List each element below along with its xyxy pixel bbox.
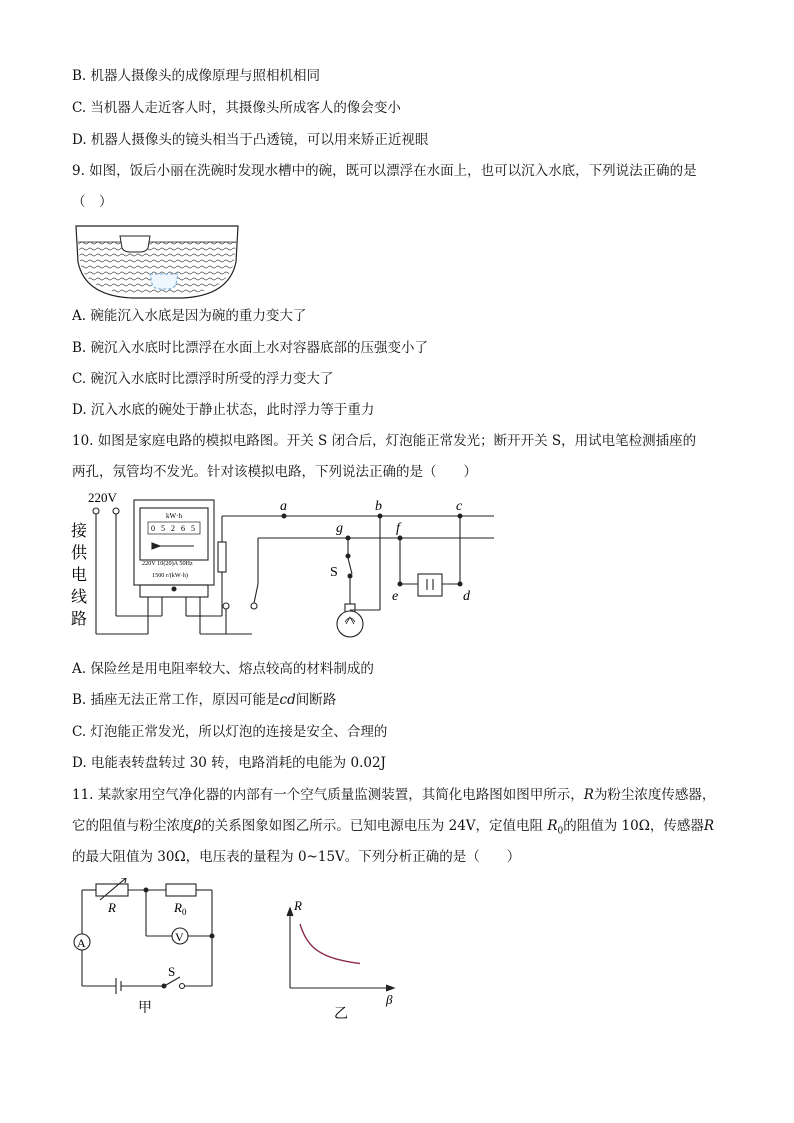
- point-a: a: [280, 499, 287, 514]
- point-c: c: [456, 499, 463, 514]
- home-circuit-diagram: [62, 486, 502, 654]
- q9-option-b: B. 碗沉入水底时比漂浮在水面上水对容器底部的压强变小了: [72, 340, 429, 356]
- bowl-in-sink-figure: [72, 222, 242, 300]
- meter-digit-3: 2: [171, 524, 175, 533]
- wall-socket: [418, 574, 442, 596]
- caption-jia: 甲: [138, 1001, 152, 1016]
- meter-digit-2: 5: [161, 524, 165, 533]
- q9-paren: （ ）: [72, 194, 113, 210]
- meter-unit: kW·h: [166, 512, 182, 520]
- q10-option-a: A. 保险丝是用电阻率较大、熔点较高的材料制成的: [72, 661, 374, 677]
- q9-option-c: C. 碗沉入水底时比漂浮时所受的浮力变大了: [72, 371, 334, 387]
- voltmeter-label: V: [175, 930, 184, 944]
- resistance-concentration-graph: [282, 892, 402, 1024]
- q10-stem-line2: 两孔，氖管均不发光。针对该模拟电路，下列说法正确的是（ ）: [72, 464, 477, 480]
- label-r0: $R_0$: [174, 900, 187, 917]
- ammeter-label: A: [77, 936, 86, 950]
- meter-digit-5: 5: [191, 524, 195, 533]
- point-g: g: [336, 521, 343, 536]
- caption-yi: 乙: [334, 1007, 348, 1022]
- q9-option-d: D. 沉入水底的碗处于静止状态，此时浮力等于重力: [72, 402, 375, 418]
- q10-option-c: C. 灯泡能正常发光，所以灯泡的连接是安全、合理的: [72, 724, 388, 740]
- point-d: d: [463, 589, 470, 604]
- fixed-resistor-r0: [166, 884, 196, 896]
- point-b: b: [375, 499, 382, 514]
- point-f: f: [396, 521, 400, 536]
- circuit-figure-jia: [70, 878, 220, 1018]
- q11-stem-line2: 它的阻值与粉尘浓度β的关系图象如图乙所示。已知电源电压为 24V，定值电阻 $R_0$的阻值为 10Ω，传感器R: [72, 818, 715, 837]
- meter-digit-1: 0: [151, 524, 155, 533]
- q11-stem-line1: 11. 某款家用空气净化器的内部有一个空气质量监测装置，其简化电路图如图甲所示，R为粉尘浓度传感器，: [72, 787, 716, 803]
- sunk-bowl: [150, 274, 178, 289]
- light-bulb: [337, 611, 363, 637]
- fuse: [218, 542, 226, 572]
- q8-option-d: D. 机器人摄像头的镜头相当于凸透镜，可以用来矫正近视眼: [72, 132, 429, 148]
- q8-option-c: C. 当机器人走近客人时，其摄像头所成客人的像会变小: [72, 100, 401, 116]
- graph-xlabel: β: [386, 992, 393, 1007]
- meter-spec-1: 220V 10(20)A 50Hz: [142, 560, 193, 567]
- q10-option-d: D. 电能表转盘转过 30 转，电路消耗的电能为 0.02J: [72, 755, 386, 771]
- supply-char-2: 供: [71, 545, 88, 562]
- floating-bowl: [120, 236, 150, 252]
- label-r: R: [108, 900, 116, 915]
- meter-digit-4: 6: [181, 524, 185, 533]
- supply-char-3: 电: [71, 567, 88, 584]
- q10-option-b: B. 插座无法正常工作，原因可能是cd间断路: [72, 692, 337, 708]
- q11-stem-line3: 的最大阻值为 30Ω，电压表的量程为 0~15V。下列分析正确的是（ ）: [72, 849, 521, 865]
- meter-spec-2: 1500 r/(kW·h): [152, 572, 188, 579]
- switch-s-label: S: [330, 565, 338, 580]
- supply-char-4: 线: [71, 589, 88, 606]
- q9-stem: 9. 如图，饭后小丽在洗碗时发现水槽中的碗，既可以漂浮在水面上，也可以沉入水底，下列说法正确的是: [72, 163, 697, 179]
- r-beta-curve: [300, 924, 360, 964]
- switch-label: S: [168, 964, 176, 979]
- q8-option-b: B. 机器人摄像头的成像原理与照相机相同: [72, 68, 321, 84]
- voltage-label: 220V: [88, 490, 117, 505]
- graph-ylabel: R: [294, 898, 302, 913]
- q9-option-a: A. 碗能沉入水底是因为碗的重力变大了: [72, 308, 307, 324]
- q10-stem-line1: 10. 如图是家庭电路的模拟电路图。开关 S 闭合后，灯泡能正常发光；断开开关 S，用试电笔检测插座的: [72, 433, 697, 449]
- point-e: e: [392, 589, 399, 604]
- supply-char-1: 接: [71, 523, 88, 540]
- supply-char-5: 路: [71, 611, 88, 628]
